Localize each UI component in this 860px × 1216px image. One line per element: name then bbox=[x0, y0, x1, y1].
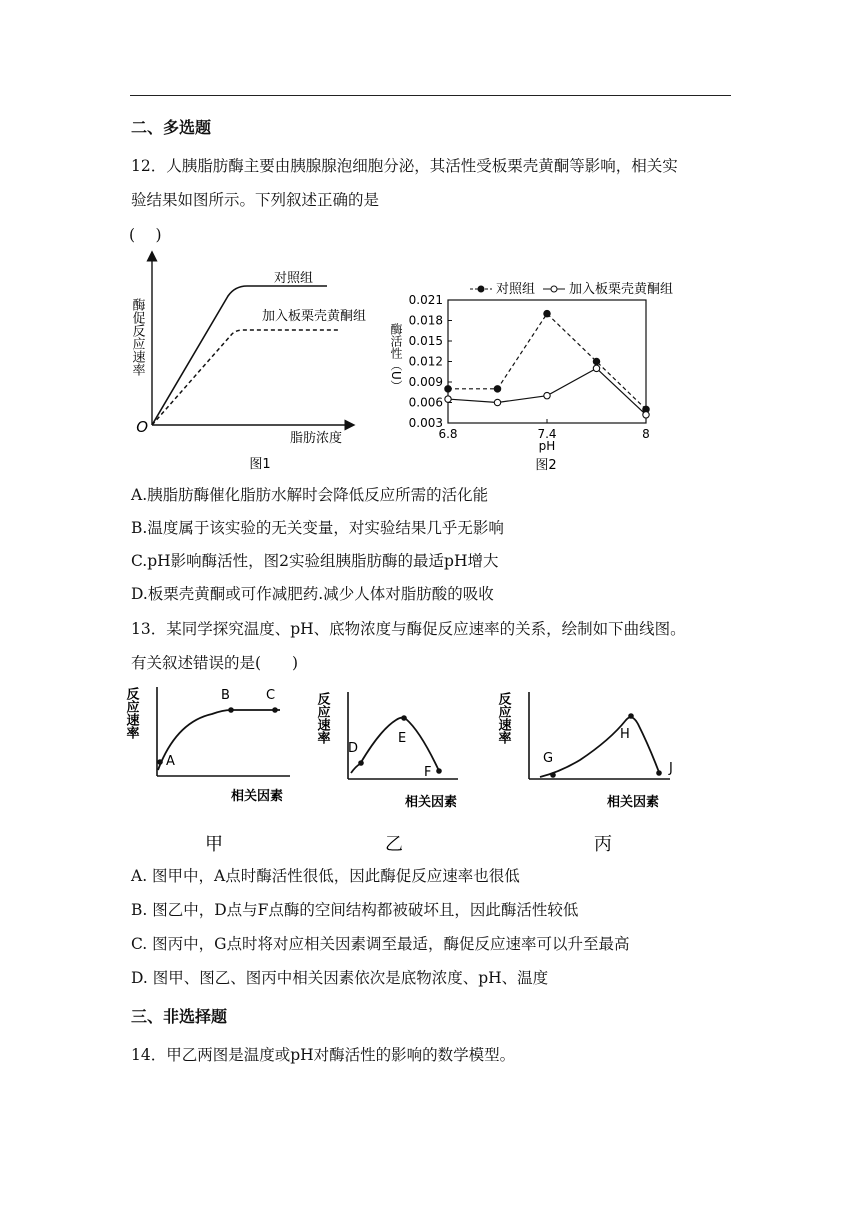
fig2-y-tick-label: 0.015 bbox=[408, 334, 443, 348]
bing-curve bbox=[540, 717, 660, 777]
yi-label-d: D bbox=[348, 741, 359, 756]
jia-ylabel: 反应速率 bbox=[123, 687, 139, 739]
q13-graph-jia bbox=[123, 682, 308, 862]
q12-option-d: D.板栗壳黄酮或可作减肥药.减少人体对脂肪酸的吸收 bbox=[131, 585, 494, 603]
fig1-ylabel: 酶促反应速率 bbox=[129, 298, 145, 376]
bing-point-g bbox=[550, 772, 556, 778]
jia-xlabel: 相关因素 bbox=[231, 789, 284, 804]
jia-label-b: B bbox=[221, 688, 230, 703]
fig2-ylabel: 酶活性（U） bbox=[389, 323, 403, 392]
fig2-point-s2 bbox=[643, 412, 649, 418]
q13-graph-yi bbox=[314, 690, 488, 862]
q13-option-a: A. 图甲中，A点时酶活性很低，因此酶促反应速率也很低 bbox=[131, 867, 520, 885]
q13-option-d: D. 图甲、图乙、图丙中相关因素依次是底物浓度、pH、温度 bbox=[131, 969, 549, 987]
bing-point-j bbox=[656, 770, 662, 776]
bing-ylabel: 反应速率 bbox=[495, 692, 511, 744]
fig2-y-tick-label: 0.009 bbox=[408, 375, 443, 389]
yi-label-e: E bbox=[398, 731, 407, 746]
q12-stem-line1: 12．人胰脂肪酶主要由胰腺腺泡细胞分泌，其活性受板栗壳黄酮等影响，相关实 bbox=[131, 157, 678, 175]
bing-label-g: G bbox=[543, 751, 554, 766]
q12-option-b: B.温度属于该实验的无关变量，对实验结果几乎无影响 bbox=[131, 519, 504, 537]
jia-point-c bbox=[272, 707, 278, 713]
q12-figure2-chart bbox=[388, 278, 718, 478]
fig1-origin: O bbox=[136, 418, 148, 436]
yi-point-e bbox=[401, 715, 407, 721]
section-heading-multi: 二、多选题 bbox=[131, 118, 212, 137]
jia-point-b bbox=[228, 707, 234, 713]
q12-option-a: A.胰脂肪酶催化脂肪水解时会降低反应所需的活化能 bbox=[131, 486, 489, 504]
q13-option-c: C. 图丙中，G点时将对应相关因素调至最适，酶促反应速率可以升至最高 bbox=[131, 935, 630, 953]
fig2-legend-marker-2 bbox=[551, 286, 557, 292]
bing-label-j: J bbox=[669, 761, 673, 776]
fig1-label-control: 对照组 bbox=[274, 271, 314, 286]
jia-label-c: C bbox=[266, 688, 276, 703]
yi-xlabel: 相关因素 bbox=[405, 795, 458, 810]
q12-stem-line2: 验结果如图所示。下列叙述正确的是 bbox=[131, 191, 380, 209]
q13-graph-bing bbox=[495, 690, 700, 862]
q12-answer-paren: ( ) bbox=[129, 226, 162, 244]
yi-point-d bbox=[358, 760, 364, 766]
jia-curve bbox=[158, 710, 280, 770]
fig2-legend-marker-1 bbox=[478, 286, 484, 292]
fig2-y-tick-label: 0.003 bbox=[408, 416, 443, 430]
fig2-plot-frame bbox=[448, 300, 646, 423]
fig2-point-s2 bbox=[593, 365, 599, 371]
fig2-x-tick-label: 8 bbox=[642, 427, 650, 441]
yi-ylabel: 反应速率 bbox=[314, 692, 330, 744]
bing-point-h bbox=[628, 713, 634, 719]
jia-caption: 甲 bbox=[205, 834, 223, 855]
bing-caption: 丙 bbox=[594, 834, 612, 855]
yi-label-f: F bbox=[424, 765, 432, 780]
fig2-y-tick-label: 0.012 bbox=[408, 354, 443, 369]
fig2-caption: 图2 bbox=[535, 458, 557, 473]
fig1-caption: 图1 bbox=[249, 457, 271, 472]
fig2-y-tick-label: 0.018 bbox=[408, 313, 443, 328]
fig2-point-s2 bbox=[494, 399, 500, 405]
bing-xlabel: 相关因素 bbox=[607, 795, 660, 810]
fig2-xlabel: pH bbox=[538, 439, 556, 453]
fig2-point-s2 bbox=[544, 392, 550, 398]
fig2-point-s1 bbox=[593, 358, 599, 364]
jia-label-a: A bbox=[166, 754, 175, 769]
fig2-y-tick-label: 0.006 bbox=[408, 395, 443, 410]
fig2-point-s1 bbox=[494, 386, 500, 392]
fig2-y-tick-label: 0.021 bbox=[408, 293, 443, 307]
jia-point-a bbox=[157, 759, 163, 765]
yi-caption: 乙 bbox=[385, 834, 403, 855]
fig2-point-s2 bbox=[445, 396, 451, 402]
q13-stem-line2: 有关叙述错误的是( ) bbox=[131, 654, 299, 672]
fig2-point-s1 bbox=[544, 310, 550, 316]
fig2-x-tick-label: 7.4 bbox=[537, 427, 557, 441]
fig2-series-line-2 bbox=[448, 368, 646, 414]
q14-stem: 14．甲乙两图是温度或pH对酶活性的影响的数学模型。 bbox=[131, 1046, 516, 1064]
section-heading-non-choice: 三、非选择题 bbox=[131, 1007, 228, 1026]
q13-option-b: B. 图乙中，D点与F点酶的空间结构都被破坏且，因此酶活性较低 bbox=[131, 901, 579, 919]
yi-point-f bbox=[436, 768, 442, 774]
fig2-point-s1 bbox=[445, 386, 451, 392]
fig2-legend-label-2: 加入板栗壳黄酮组 bbox=[569, 282, 674, 297]
fig2-x-tick-label: 6.8 bbox=[438, 427, 458, 441]
fig2-legend-label-1: 对照组 bbox=[496, 282, 536, 297]
q12-option-c: C.pH影响酶活性，图2实验组胰脂肪酶的最适pH增大 bbox=[131, 552, 499, 570]
bing-label-h: H bbox=[620, 727, 630, 742]
fig1-curve-control bbox=[152, 286, 327, 425]
fig1-xlabel: 脂肪浓度 bbox=[290, 431, 343, 446]
q13-stem-line1: 13．某同学探究温度、pH、底物浓度与酶促反应速率的关系，绘制如下曲线图。 bbox=[131, 620, 686, 638]
q12-figure1 bbox=[125, 250, 375, 480]
fig1-label-treated: 加入板栗壳黄酮组 bbox=[262, 309, 367, 324]
top-rule bbox=[130, 95, 731, 96]
